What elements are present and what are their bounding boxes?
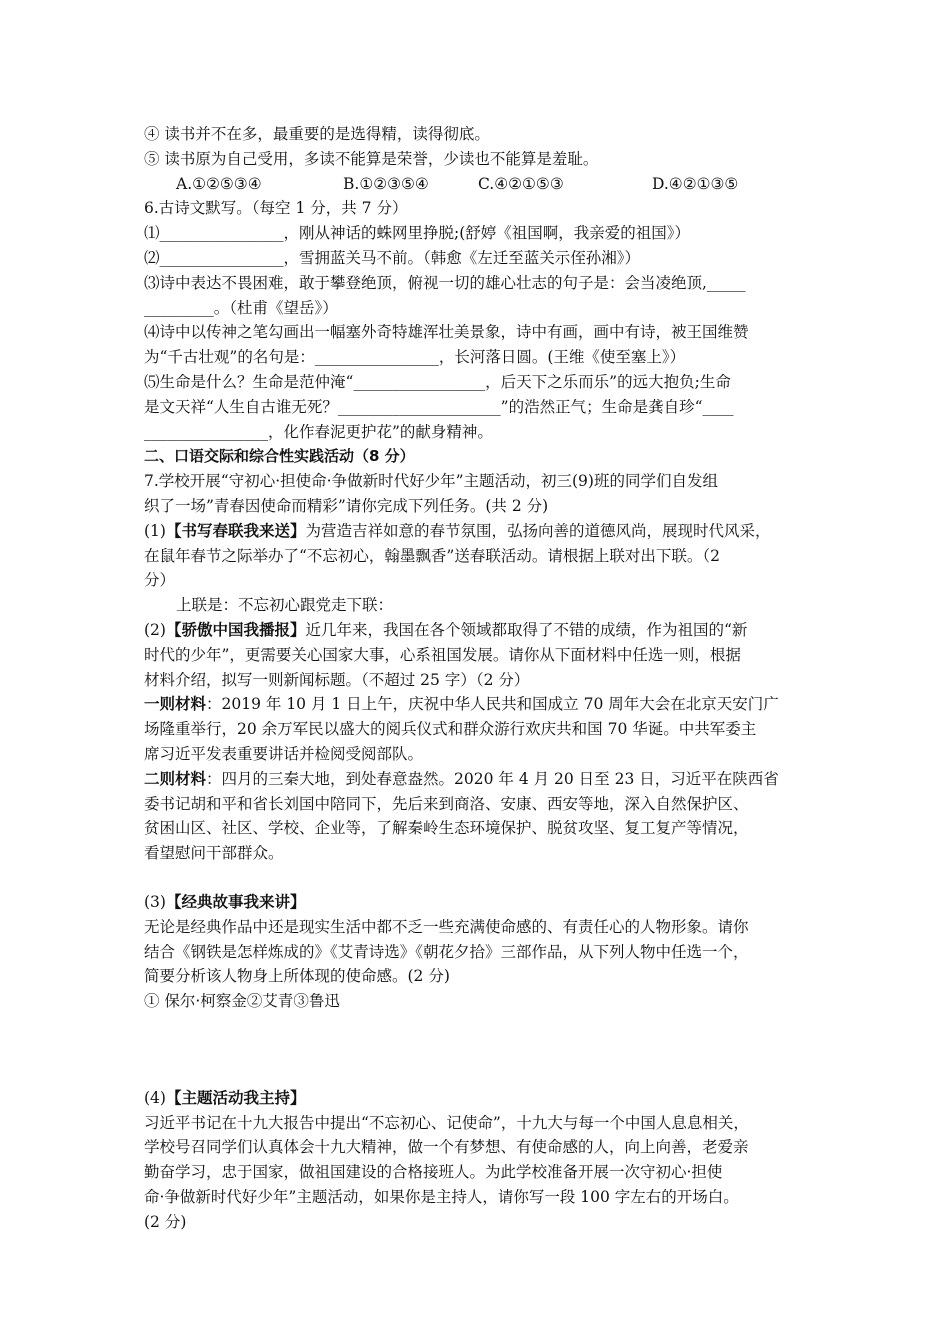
q7-part-1-text-a: 为营造吉祥如意的春节氛围，弘扬向善的道德风尚，展现时代风采， [305,521,771,540]
q7-part-4-number: (4) [144,1088,166,1107]
q5-item-4: ④ 读书并不在多，最重要的是选得精，读得彻底。 [144,125,490,143]
q7-part-1-text-b: 在鼠年春节之际举办了“不忘初心，翰墨飘香”送春联活动。请根据上联对出下联。（2 [144,546,720,565]
q7-part-3-number: (3) [144,892,166,911]
q7-material-2-text-a: ：四月的三秦大地，到处春意盎然。2020 年 4 月 20 日至 23 日，习近平在陕西省 [206,769,779,788]
exam-content [144,122,812,1235]
q5-option-c: C.④②①⑤③ [478,174,564,193]
q7-material-1-text-b: 场隆重举行，20 余万军民以盛大的阅兵仪式和群众游行欢庆共和国 70 华诞。中共军委主 [144,720,757,739]
q7-part-3-people: ① 保尔·柯察金②艾青③鲁迅 [144,992,340,1011]
q6-line-2: ⑵________________，雪拥蓝关马不前。（韩愈《左迁至蓝关示侄孙湘》） [144,248,641,267]
q6-line-4b: 为“千古壮观”的名句是：________________，长河落日圆。(王维《使至塞上》） [144,348,686,367]
q7-intro-b: 织了一场”青春因使命而精彩”请你完成下列任务。(共 2 分) [144,496,549,515]
q7-material-1-label: 一则材料 [144,694,207,714]
q7-part-1-heading: 【书写春联我来送】 [165,520,306,540]
q6-line-5a: ⑸生命是什么？生命是范仲淹“_________________，后天下之乐而乐”的远大抱负;生命 [144,372,731,391]
q7-material-2-text-c: 贫困山区、社区、学校、企业等，了解秦岭生态环境保护、脱贫攻坚、复工复产等情况， [144,819,749,838]
spacer [144,866,812,890]
q7-part-1-line-a [144,519,812,544]
q7-part-3-text-c: 简要分析该人物身上所体现的使命感。(2 分) [144,967,450,986]
q6-line-3b: _________。（杜甫《望岳》） [144,298,338,317]
q6-line-1: ⑴________________，刚从神话的蛛网里挣脱;(舒婷《祖国啊，我亲爱的祖国》） [144,224,691,243]
section-2-title: 二、口语交际和综合性实践活动（8 分） [144,447,415,466]
q7-part-3-text-a: 无论是经典作品中还是现实生活中都不乏一些充满使命感的、有责任心的人物形象。请你 [144,917,749,936]
q7-part-4-line-a [144,1086,812,1111]
q5-option-d: D.④②①③⑤ [652,174,739,193]
q7-material-2-text-b: 委书记胡和平和省长刘国中陪同下，先后来到商洛、安康、西安等地，深入自然保护区、 [144,794,749,813]
q7-part-2-text-c: 材料介绍，拟写一则新闻标题。（不超过 25 字）（2 分） [144,670,530,689]
q6-line-5c: ________________，化作春泥更护花”的献身精神。 [144,422,493,441]
q7-part-2-line-a [144,618,812,643]
q5-option-b: B.①②③⑤④ [343,174,429,193]
q7-material-1-text-c: 席习近平发表重要讲话并检阅受阅部队。 [144,744,424,763]
q7-part-2-text-b: 时代的少年”，更需要关心国家大事，心系祖国发展。请你从下面材料中任选一则，根据 [144,645,741,664]
q6-line-5b: 是文天祥“人生自古谁无死？_____________________”的浩然正气；生命是龚自珍“____ [144,397,734,416]
q7-part-1-text-c: 分） [144,571,176,590]
q5-item-5: ⑤ 读书原为自己受用，多读不能算是荣誉，少读也不能算是羞耻。 [144,149,599,168]
q7-material-2-text-d: 看望慰问干部群众。 [144,844,284,863]
q6-line-4a: ⑷诗中以传神之笔勾画出一幅塞外奇特雄浑壮美景象，诗中有画，画中有诗，被王国维赞 [144,323,749,342]
q6-title: 6.古诗文默写。（每空 1 分，共 7 分） [144,199,408,218]
q7-material-2-line-a [144,767,812,792]
q7-material-2-label: 二则材料 [144,768,207,788]
q7-material-1-line-a [144,692,812,717]
q7-part-4-heading: 【主题活动我主持】 [165,1087,306,1107]
q7-part-1-number: (1) [144,521,166,540]
q7-part-3-heading: 【经典故事我来讲】 [165,891,306,911]
q7-part-4-text-b: 学校号召同学们认真体会十九大精神，做一个有梦想、有使命感的人，向上向善，老爱亲 [144,1138,749,1157]
q7-intro-a: 7.学校开展“守初心·担使命·争做新时代好少年”主题活动，初三(9)班的同学们自发组 [144,472,718,491]
q7-part-4-text-a: 习近平书记在十九大报告中提出“不忘初心、记使命”，十九大与每一个中国人息息相关， [144,1113,749,1132]
q7-part-3-text-b: 结合《钢铁是怎样炼成的》《艾青诗选》《朝花夕拾》三部作品，从下列人物中任选一个， [144,942,749,961]
q7-part-2-text-a: 近几年来，我国在各个领域都取得了不错的成绩，作为祖国的“新 [305,620,748,639]
spacer [144,1014,812,1086]
q6-line-3a: ⑶诗中表达不畏困难，敢于攀登绝顶，俯视一切的雄心壮志的句子是：会当凌绝顶,_____ [144,273,746,292]
q5-option-a: A.①②⑤③④ [176,174,262,193]
q7-part-4-text-d: 命·争做新时代好少年”主题活动，如果你是主持人，请你写一段 100 字左右的开场白。 [144,1188,739,1207]
q7-part-3-line-a [144,890,812,915]
q7-part-2-heading: 【骄傲中国我播报】 [165,619,306,639]
q7-couplet: 上联是：不忘初心跟党走下联： [176,596,394,615]
q7-part-2-number: (2) [144,620,166,639]
q5-options [144,172,812,197]
q7-part-4-text-e: (2 分) [144,1212,187,1231]
q7-part-4-text-c: 勤奋学习，忠于国家，做祖国建设的合格接班人。为此学校准备开展一次守初心·担使 [144,1163,723,1182]
q7-material-1-text-a: ：2019 年 10 月 1 日上午，庆祝中华人民共和国成立 70 周年大会在北京天安门广 [206,695,779,714]
